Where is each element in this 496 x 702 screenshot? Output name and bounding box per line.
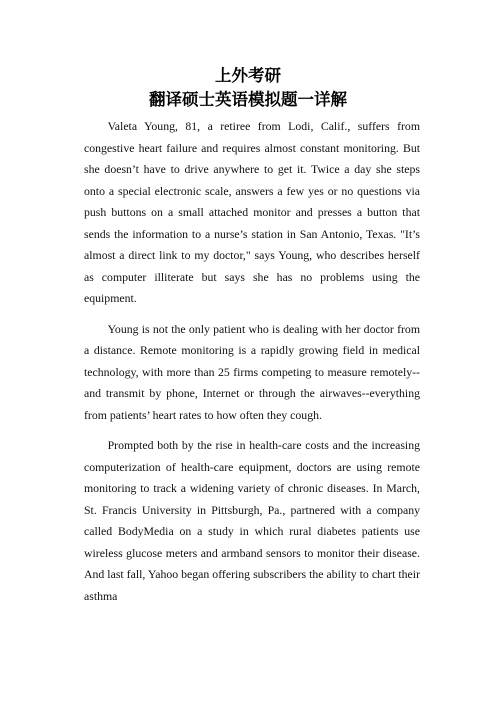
paragraph-3: Prompted both by the rise in health-care costs and the increasing computerization of health-care equipment, doctors are using remote monitoring to track a widening variety of chronic diseases. In March, St. Francis University in Pittsburgh, Pa., partnered with a company called BodyMedia on a study in which rural diabetes patients use wireless glucose meters and armband sensors to monitor their disease. And last fall, Yahoo began offering subscribers the ability to chart their asthma [84, 438, 420, 603]
paragraph-1: Valeta Young, 81, a retiree from Lodi, Calif., suffers from congestive heart failure and requires almost constant monitoring. But she doesn’t have to drive anywhere to get it. Twice a day she steps onto a special electronic scale, answers a few yes or no questions via push buttons on a small attached monitor and presses a button that sends the information to a nurse’s station in San Antonio, Texas. "It’s almost a direct link to my doctor," says Young, who describes herself as computer illiterate but says she has no problems using the equipment. [84, 119, 420, 305]
document-body [84, 116, 420, 616]
document-title [0, 64, 496, 112]
title-line-1: 上外考研 [215, 66, 281, 85]
title-line-2: 翻译硕士英语模拟题一详解 [149, 90, 347, 109]
paragraph-2: Young is not the only patient who is dealing with her doctor from a distance. Remote monitoring is a rapidly growing field in medical technology, with more than 25 firms competing to measure remotely--and transmit by phone, Internet or through the airwaves--everything from patients’ heart rates to how often they cough. [84, 321, 420, 422]
